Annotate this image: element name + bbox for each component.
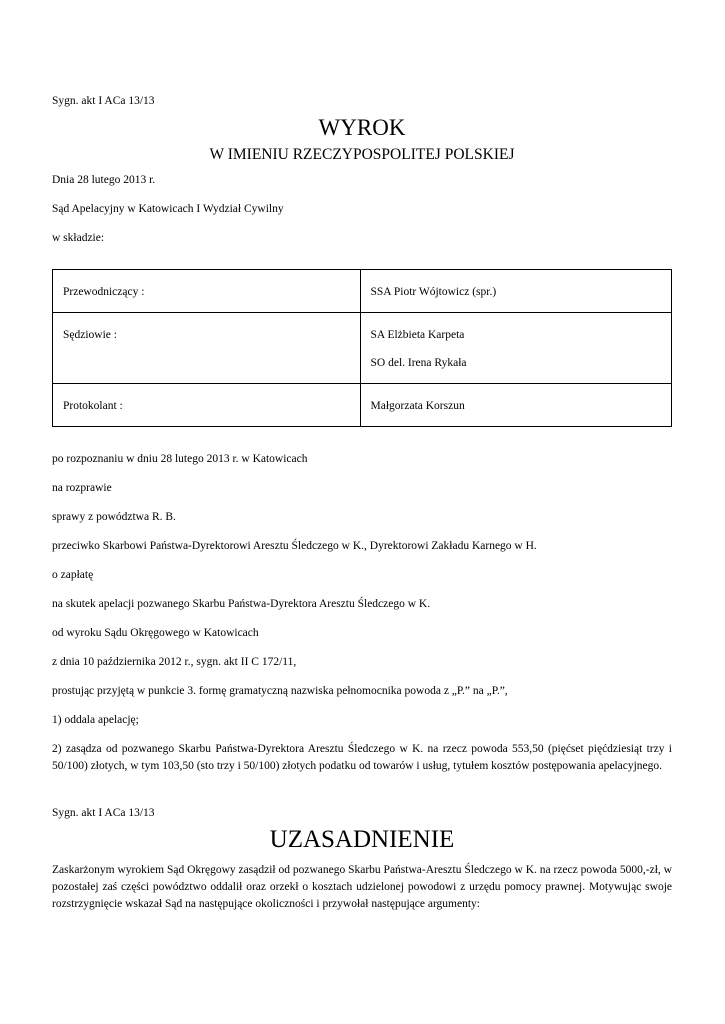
names-cell [360,313,671,384]
judge-name: SSA Piotr Wójtowicz (spr.) [370,286,497,298]
body-line-trial: na rozprawie [52,482,112,494]
body-line-correction: prostując przyjętą w punkcie 3. formę gramatyczną nazwiska pełnomocnika powoda z „P.” na „P.”, [52,685,508,697]
ruling-point-2: 2) zasądza od pozwanego Skarbu Państwa-Dyrektora Aresztu Śledczego w K. na rzecz powoda 553,50 (pięćset pięćdziesiąt trzy i 50/100) złotych, w tym 103,50 (sto trzy i 50/100) złotych podatku od towarów i usług, tytułem kosztów postępowania apelacyjnego. [52,743,672,772]
body-line-date-ref: z dnia 10 października 2012 r., sygn. akt II C 172/11, [52,656,297,668]
body-line-appeal: na skutek apelacji pozwanego Skarbu Państwa-Dyrektora Aresztu Śledczego w K. [52,598,431,610]
date-line: Dnia 28 lutego 2013 r. [52,174,156,186]
body-line-against: przeciwko Skarbowi Państwa-Dyrektorowi Aresztu Śledczego w K., Dyrektorowi Zakładu Karnego w H. [52,540,537,552]
justification-title: UZASADNIENIE [269,826,455,853]
role-cell [53,313,361,384]
body-line-hearing: po rozpoznaniu w dniu 28 lutego 2013 r. w Katowicach [52,453,308,465]
composition-table [52,269,672,427]
case-signature-top: Sygn. akt I ACa 13/13 [52,95,155,107]
clerk-name: Małgorzata Korszun [370,400,465,412]
composition-intro: w składzie: [52,232,105,244]
judge-name: SO del. Irena Rykała [370,357,467,369]
judgment-title: WYROK [318,115,406,140]
court-line: Sąd Apelacyjny w Katowicach I Wydział Cywilny [52,203,284,215]
judgment-subtitle: W IMIENIU RZECZYPOSPOLITEJ POLSKIEJ [209,146,515,163]
composition-row-presiding [53,270,672,313]
role-cell [53,270,361,313]
judge-name: SA Elżbieta Karpeta [370,329,465,341]
names-cell [360,384,671,427]
role-label: Protokolant : [63,400,123,412]
body-line-case: sprawy z powództwa R. B. [52,511,176,523]
body-line-subject: o zapłatę [52,569,94,581]
composition-row-judges [53,313,672,384]
role-label: Sędziowie : [63,329,117,341]
role-cell [53,384,361,427]
case-signature-justification: Sygn. akt I ACa 13/13 [52,807,155,819]
names-cell [360,270,671,313]
composition-row-clerk [53,384,672,427]
justification-paragraph: Zaskarżonym wyrokiem Sąd Okręgowy zasądził od pozwanego Skarbu Państwa-Aresztu Śledczego w K. na rzecz powoda 5000,-zł, w pozostałej zaś części powództwo oddalił oraz orzekł o kosztach udzielonej powodowi z urzędu pomocy prawnej. Motywując swoje rozstrzygnięcie wskazał Sąd na następujące okoliczności i przywołał następujące argumenty: [52,864,672,910]
role-label: Przewodniczący : [63,286,145,298]
ruling-point-1: 1) oddala apelację; [52,714,139,726]
body-line-from-judgment: od wyroku Sądu Okręgowego w Katowicach [52,627,259,639]
